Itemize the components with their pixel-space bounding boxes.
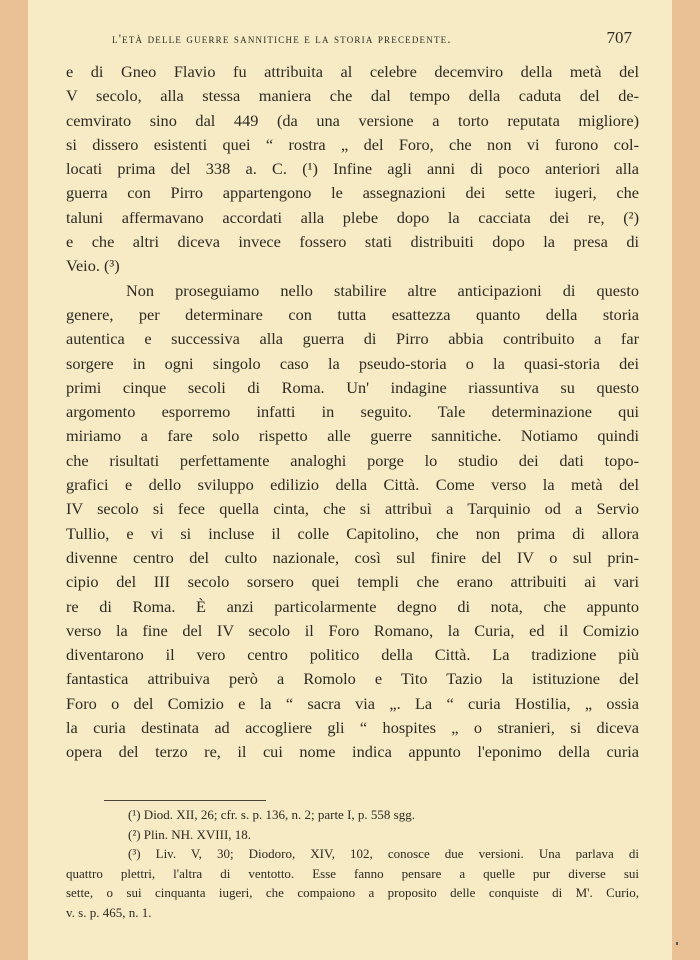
page-header: [112, 28, 632, 50]
text-line: V secolo, alla stessa maniera che dal tempo della caduta del de-: [66, 86, 639, 106]
footnote-rule: [104, 800, 266, 801]
text-line: verso la fine del IV secolo il Foro Romano, la Curia, ed il Comizio: [66, 620, 639, 640]
ink-speck: [676, 942, 678, 945]
text-line: e di Gneo Flavio fu attribuita al celebre decemviro della metà del: [66, 62, 639, 81]
footnote-line: (²) Plin. NH. XVIII, 18.: [128, 826, 252, 842]
text-line: locati prima del 338 a. C. (¹) Infine agli anni di poco anteriori alla: [66, 159, 639, 179]
text-line: si dissero esistenti quei “ rostra „ del Foro, che non vi furono col-: [66, 134, 639, 154]
text-line: genere, per determinare con tutta esattezza quanto della storia: [66, 304, 639, 324]
text-line: che risultati perfettamente analoghi porge lo studio dei dati topo-: [66, 450, 639, 470]
text-line: Non proseguiamo nello stabilire altre anticipazioni di questo: [126, 280, 639, 300]
footnote-line: (³) Liv. V, 30; Diodoro, XIV, 102, conosce due versioni. Una parlava di: [128, 846, 639, 861]
text-line: autentica e successiva alla guerra di Pirro abbia contribuito a far: [66, 329, 639, 349]
text-line: opera del terzo re, il cui nome indica appunto l'eponimo della curia: [66, 742, 639, 762]
text-line: taluni affermavano accordati alla plebe dopo la cacciata dei re, (²): [66, 207, 639, 227]
text-line: cemvirato sino dal 449 (da una versione a torto reputata migliore): [66, 110, 639, 130]
footnotes: [66, 805, 639, 922]
page-number: 707: [606, 28, 632, 47]
book-page: [28, 0, 672, 960]
text-line: e che altri diceva invece fossero stati distribuiti dopo la presa di: [66, 232, 639, 252]
footnote-line: sette, o sui cinquanta iugeri, che compaiono a proposito delle conquiste di M'. Curio,: [66, 885, 639, 900]
text-line: sorgere in ogni singolo caso la pseudo-storia o la quasi-storia dei: [66, 353, 639, 373]
text-line: Foro o del Comizio e la “ sacra via „. La “ curia Hostilia, „ ossia: [66, 693, 639, 713]
text-line: primi cinque secoli di Roma. Un' indagine riassuntiva su questo: [66, 377, 639, 397]
text-line: divenne centro del culto nazionale, così sul finire del IV o sul prin-: [66, 547, 639, 567]
text-line: grafici e dello sviluppo edilizio della Città. Come verso la metà del: [66, 475, 639, 495]
text-line: guerra con Pirro appartengono le assegnazioni dei sette iugeri, che: [66, 183, 639, 203]
text-line: IV secolo si fece quella cinta, che si attribuì a Tarquinio od a Servio: [66, 499, 639, 519]
footnote-line: v. s. p. 465, n. 1.: [66, 904, 152, 920]
running-title: l'età delle guerre sannitiche e la storia precedente.: [112, 32, 452, 46]
footnote-line: (¹) Diod. XII, 26; cfr. s. p. 136, n. 2; parte I, p. 558 sgg.: [128, 807, 415, 822]
text-line: Veio. (³): [66, 256, 120, 276]
text-line: miriamo a fare solo rispetto alle guerre sannitiche. Notiamo quindi: [66, 426, 639, 446]
text-line: argomento esporremo infatti in seguito. Tale determinazione qui: [66, 402, 639, 422]
text-line: fantastica attribuiva però a Romolo e Tito Tazio la istituzione del: [66, 669, 639, 689]
text-line: Tullio, e vi si incluse il colle Capitolino, che non prima di allora: [66, 523, 639, 543]
text-line: re di Roma. È anzi particolarmente degno di nota, che appunto: [66, 596, 639, 616]
body-text: [66, 60, 639, 765]
text-line: cipio del III secolo sorsero quei templi che erano attribuiti ai vari: [66, 572, 639, 592]
text-line: la curia destinata ad accogliere gli “ hospites „ o stranieri, si diceva: [66, 718, 639, 738]
text-line: diventarono il vero centro politico della Città. La tradizione più: [66, 645, 639, 665]
footnote-line: quattro plettri, l'altra di ventotto. Esse fanno pensare a quelle pur diverse sui: [66, 865, 639, 881]
